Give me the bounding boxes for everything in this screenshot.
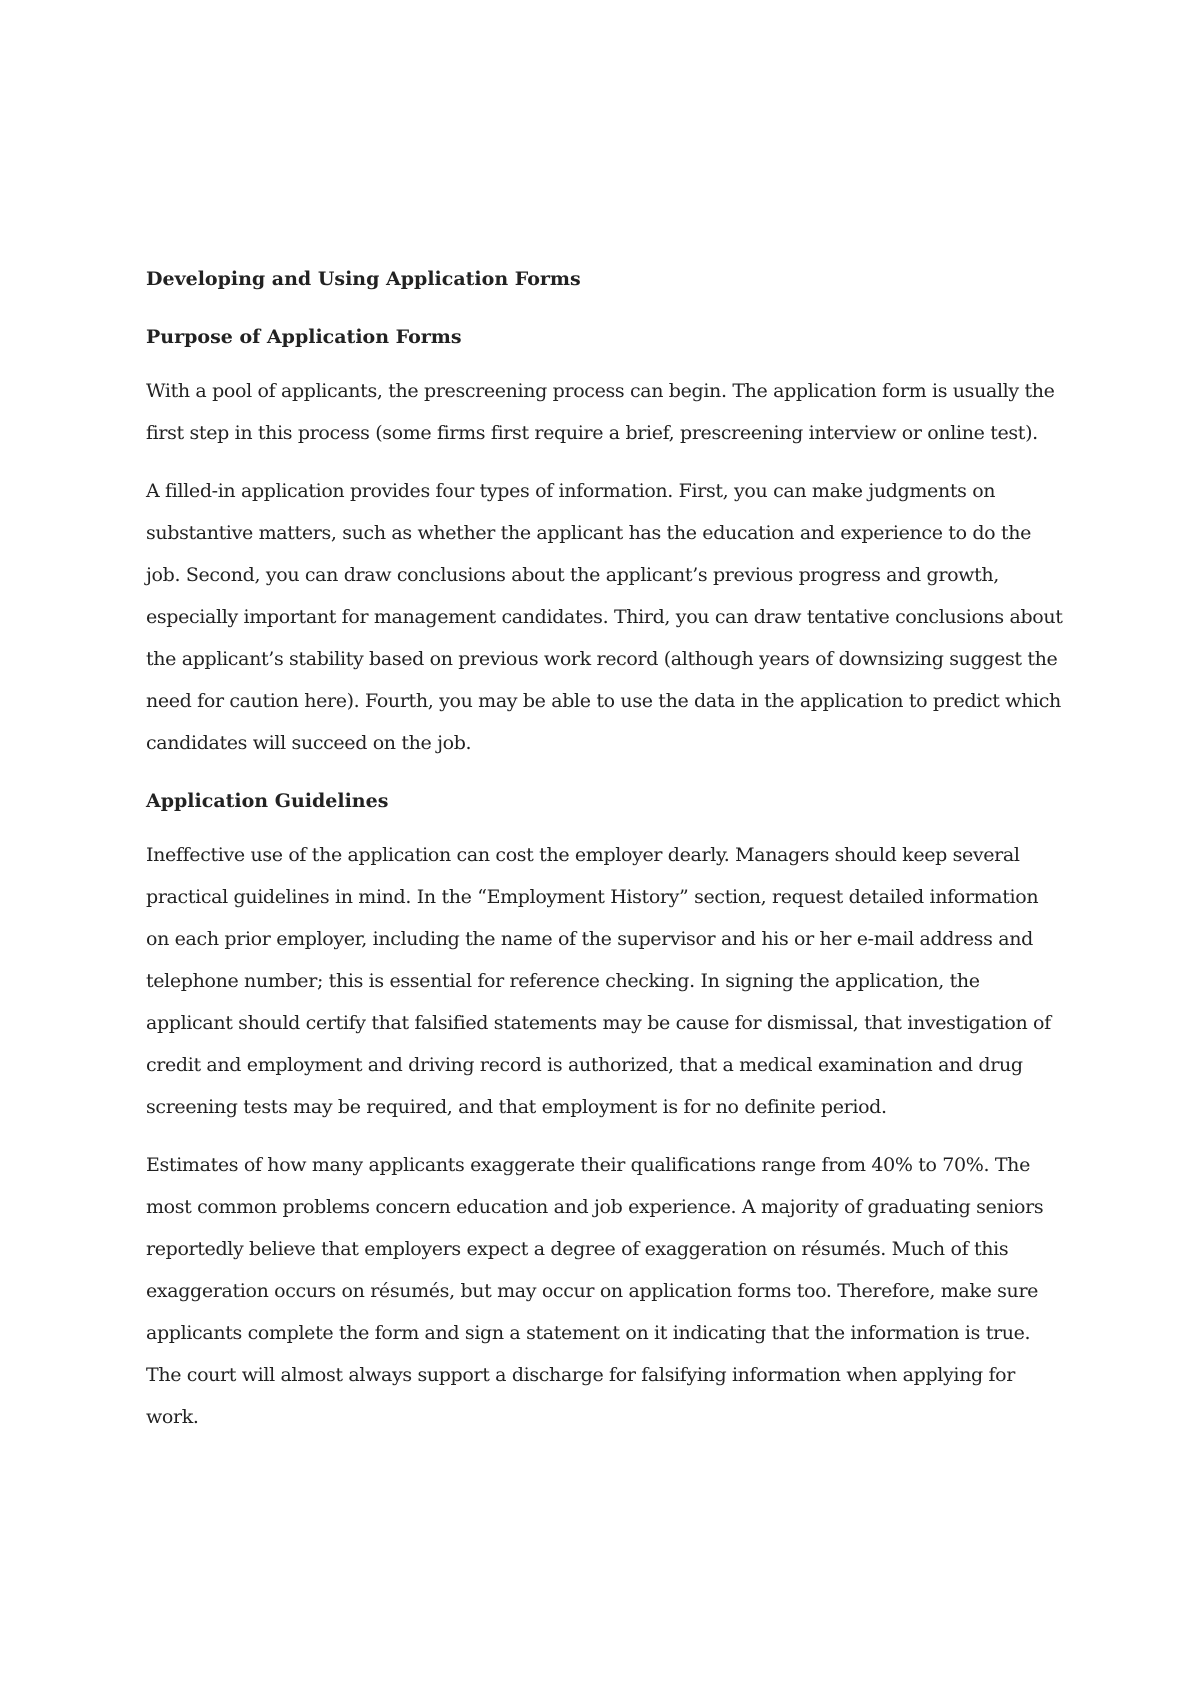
section-heading: Purpose of Application Forms bbox=[146, 326, 462, 348]
document-page bbox=[146, 258, 1066, 1454]
section-guidelines bbox=[146, 780, 1066, 1438]
section-purpose bbox=[146, 316, 1066, 764]
paragraph: Ineffective use of the application can cost the employer dearly. Managers should keep several practical guidelines in mind. In the “Employment History” section, request detailed information on each prior employer, including the name of the supervisor and his or her e-mail address and telephone number; this is essential for reference checking. In signing the application, the applicant should certify that falsified statements may be cause for dismissal, that investigation of credit and employment and driving record is authorized, that a medical examination and drug screening tests may be required, and that employment is for no definite period. bbox=[146, 844, 1051, 1118]
paragraph: With a pool of applicants, the prescreening process can begin. The application form is usually the first step in this process (some firms first require a brief, prescreening interview or online test). bbox=[146, 380, 1055, 444]
section-heading: Application Guidelines bbox=[146, 790, 389, 812]
paragraph: Estimates of how many applicants exaggerate their qualifications range from 40% to 70%. The most common problems concern education and job experience. A majority of graduating seniors reportedly believe that employers expect a degree of exaggeration on résumés. Much of this exaggeration occurs on résumés, but may occur on application forms too. Therefore, make sure applicants complete the form and sign a statement on it indicating that the information is true. The court will almost always support a discharge for falsifying information when applying for work. bbox=[146, 1154, 1044, 1428]
document-title: Developing and Using Application Forms bbox=[146, 268, 581, 290]
paragraph: A filled-in application provides four types of information. First, you can make judgments on substantive matters, such as whether the applicant has the education and experience to do the job. Second, you can draw conclusions about the applicant’s previous progress and growth, especially important for management candidates. Third, you can draw tentative conclusions about the applicant’s stability based on previous work record (although years of downsizing suggest the need for caution here). Fourth, you may be able to use the data in the application to predict which candidates will succeed on the job. bbox=[146, 480, 1063, 754]
